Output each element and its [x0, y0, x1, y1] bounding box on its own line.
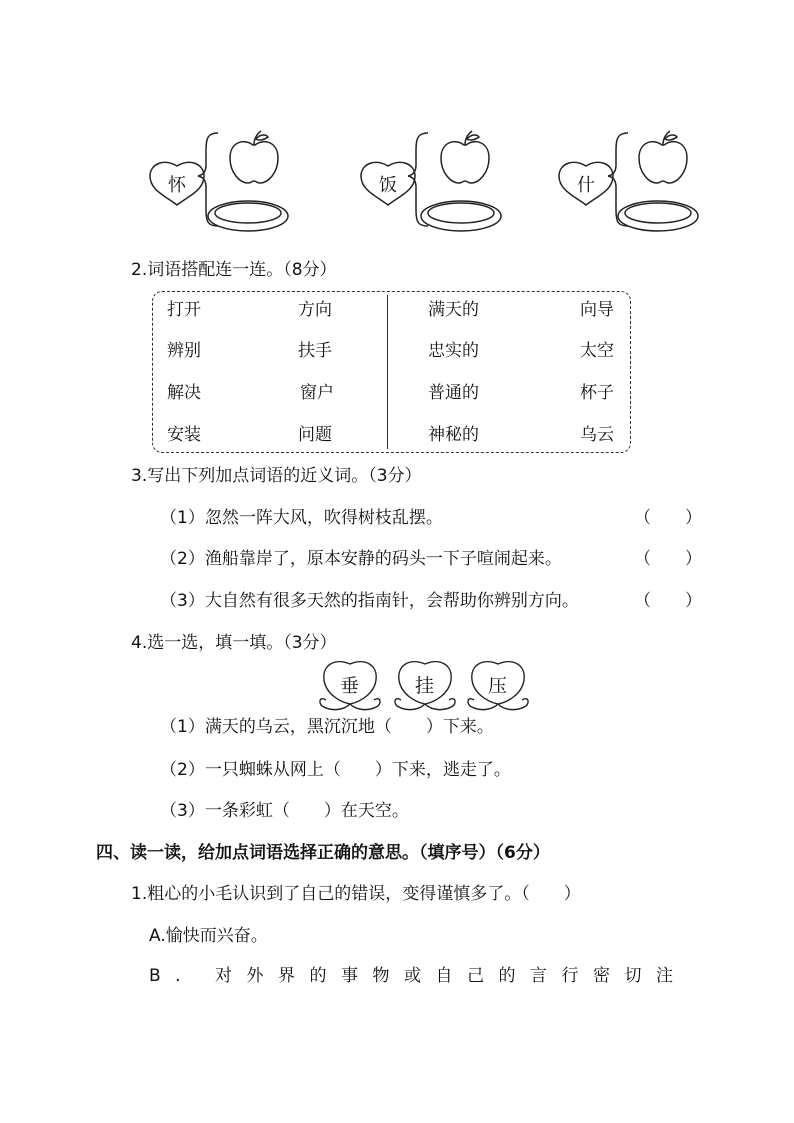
section4-q1: 1.粗心的小毛认识到了自己的错误，变得谨慎多了。（ ）	[131, 884, 581, 904]
q3-blank-2[interactable]: （ ）	[634, 549, 702, 569]
match-left-a-3: 解决	[167, 383, 201, 403]
heart-char-3: 什	[577, 175, 595, 196]
matching-divider	[387, 295, 388, 449]
brace-2	[408, 133, 428, 226]
match-left-a-1: 打开	[167, 300, 201, 320]
match-right-a-1: 满天的	[428, 300, 479, 320]
match-right-a-2: 忠实的	[428, 341, 479, 361]
apple-icon-1	[230, 131, 278, 183]
match-left-a-2: 辨别	[167, 341, 201, 361]
match-left-b-2: 扶手	[298, 341, 332, 361]
match-right-a-4: 神秘的	[428, 425, 479, 445]
q4-item-3: （3）一条彩虹（ ）在天空。	[160, 801, 409, 821]
peach-option-2: 挂	[415, 675, 435, 697]
heart-char-1: 怀	[168, 175, 186, 196]
q4-item-2: （2）一只蜘蛛从网上（ ）下来，逃走了。	[160, 760, 511, 780]
section4-option-b: B. 对外界的事物或自己的言行密切注	[149, 966, 688, 986]
apple-icon-2	[441, 131, 489, 183]
plate-icon-2	[421, 201, 501, 231]
heart-char-2: 饭	[379, 175, 397, 196]
plate-icon-1	[208, 201, 288, 231]
q3-item-3: （3）大自然有很多天然的指南针，会帮助你辨别方向。	[160, 591, 579, 611]
q3-item-2: （2）渔船靠岸了，原本安静的码头一下子喧闹起来。	[160, 549, 562, 569]
q4-title: 4.选一选，填一填。（3分）	[131, 633, 337, 653]
section4-option-a: A.愉快而兴奋。	[149, 926, 268, 946]
apple-icon-3	[639, 131, 687, 183]
q3-blank-1[interactable]: （ ）	[634, 508, 702, 528]
q3-item-1: （1）忽然一阵大风，吹得树枝乱摆。	[160, 508, 443, 528]
match-left-b-4: 问题	[298, 425, 332, 445]
match-left-a-4: 安装	[167, 425, 201, 445]
match-right-b-3: 杯子	[580, 383, 614, 403]
match-right-a-3: 普通的	[428, 383, 479, 403]
q3-blank-3[interactable]: （ ）	[634, 591, 702, 611]
q4-item-1: （1）满天的乌云，黑沉沉地（ ）下来。	[160, 717, 494, 737]
plate-icon-3	[618, 201, 698, 231]
matching-box	[152, 291, 631, 453]
apple-plate-illustration	[0, 0, 794, 245]
peach-option-1: 垂	[340, 675, 360, 697]
peach-option-3: 压	[488, 675, 508, 697]
match-right-b-1: 向导	[580, 300, 614, 320]
match-left-b-1: 方向	[298, 300, 332, 320]
match-right-b-2: 太空	[580, 341, 614, 361]
q3-title: 3.写出下列加点词语的近义词。（3分）	[131, 466, 422, 486]
q2-title: 2.词语搭配连一连。（8分）	[131, 260, 337, 280]
match-right-b-4: 乌云	[580, 425, 614, 445]
match-left-b-3: 窗户	[300, 383, 334, 403]
section4-title: 四、读一读，给加点词语选择正确的意思。（填序号）（6分）	[96, 843, 550, 863]
